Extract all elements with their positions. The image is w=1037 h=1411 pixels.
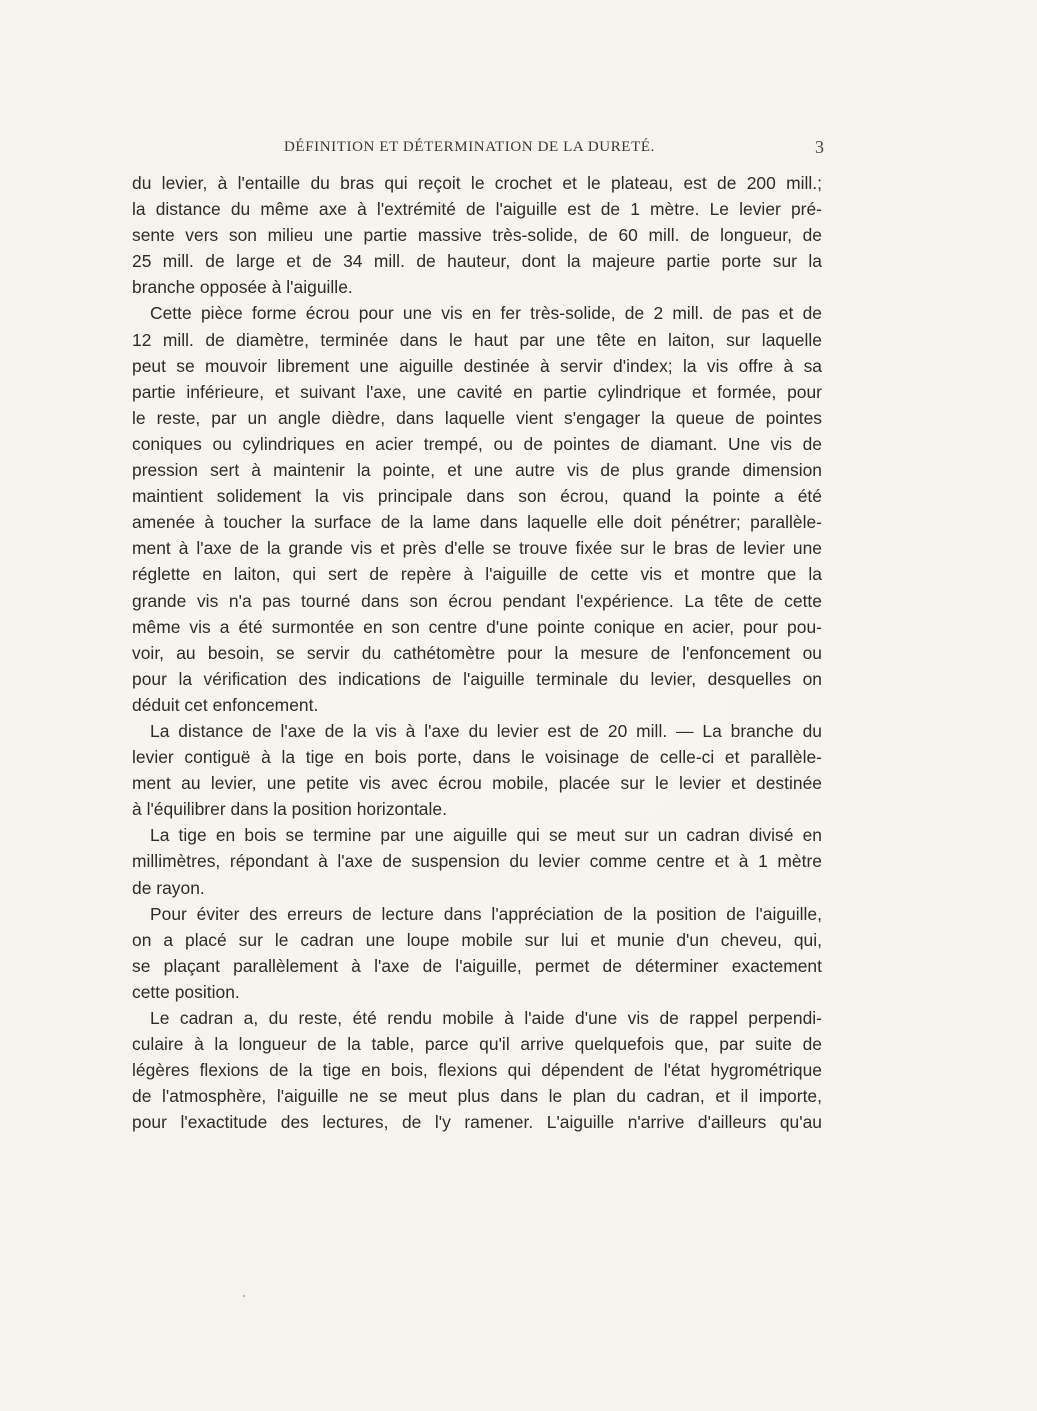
text-line: maintient solidement la vis principale dans son écrou, quand la pointe a été bbox=[132, 486, 822, 507]
text-line: cette position. bbox=[132, 981, 240, 1002]
text-line: légères flexions de la tige en bois, flexions qui dépendent de l'état hygrométrique bbox=[132, 1060, 822, 1081]
paragraph-4 bbox=[132, 822, 822, 900]
text-line: pression sert à maintenir la pointe, et une autre vis de plus grande dimension bbox=[132, 460, 822, 481]
paragraph-2 bbox=[132, 300, 822, 718]
text-line: millimètres, répondant à l'axe de suspension du levier comme centre et à 1 mètre bbox=[132, 851, 822, 872]
text-line: voir, au besoin, se servir du cathétomètre pour la mesure de l'enfoncement ou bbox=[132, 642, 822, 663]
body-text bbox=[132, 170, 822, 1135]
text-line: amenée à toucher la surface de la lame dans laquelle elle doit pénétrer; parallèle- bbox=[132, 512, 822, 533]
text-line: grande vis n'a pas tourné dans son écrou pendant l'expérience. La tête de cette bbox=[132, 590, 822, 611]
text-line: 12 mill. de diamètre, terminée dans le haut par une tête en laiton, sur laquelle bbox=[132, 329, 822, 350]
text-line: de rayon. bbox=[132, 877, 205, 898]
text-line: déduit cet enfoncement. bbox=[132, 694, 319, 715]
page-number: 3 bbox=[815, 137, 824, 157]
paragraph-5 bbox=[132, 901, 822, 1005]
paragraph-6 bbox=[132, 1005, 822, 1135]
running-header bbox=[284, 139, 824, 163]
text-line: Le cadran a, du reste, été rendu mobile à l'aide d'une vis de rappel perpendi- bbox=[150, 1008, 822, 1028]
text-line: de l'atmosphère, l'aiguille ne se meut plus dans le plan du cadran, et il importe, bbox=[132, 1086, 822, 1107]
text-line: partie inférieure, et suivant l'axe, une cavité en partie cylindrique et formée, pour bbox=[132, 381, 822, 402]
text-line: du levier, à l'entaille du bras qui reçoit le crochet et le plateau, est de 200 mill.; bbox=[132, 173, 822, 193]
text-line: Cette pièce forme écrou pour une vis en fer très-solide, de 2 mill. de pas et de bbox=[150, 303, 822, 324]
text-line: Pour éviter des erreurs de lecture dans l'appréciation de la position de l'aiguille, bbox=[150, 903, 822, 924]
text-line: pour l'exactitude des lectures, de l'y ramener. L'aiguille n'arrive d'ailleurs qu'au bbox=[132, 1112, 822, 1133]
paragraph-3 bbox=[132, 718, 822, 822]
text-line: sente vers son milieu une partie massive très-solide, de 60 mill. de longueur, de bbox=[132, 225, 822, 246]
text-line: réglette en laiton, qui sert de repère à l'aiguille de cette vis et montre que la bbox=[132, 564, 822, 585]
text-line: même vis a été surmontée en son centre d'une pointe conique en acier, pour pou- bbox=[132, 616, 822, 637]
text-line: culaire à la longueur de la table, parce qu'il arrive quelquefois que, par suite de bbox=[132, 1034, 822, 1055]
text-line: le reste, par un angle dièdre, dans laquelle vient s'engager la queue de pointes bbox=[132, 407, 822, 428]
running-title: DÉFINITION ET DÉTERMINATION DE LA DURETÉ. bbox=[284, 139, 655, 155]
text-line: à l'équilibrer dans la position horizontale. bbox=[132, 799, 447, 820]
text-line: on a placé sur le cadran une loupe mobile sur lui et munie d'un cheveu, qui, bbox=[132, 929, 822, 950]
text-line: coniques ou cylindriques en acier trempé, ou de pointes de diamant. Une vis de bbox=[132, 433, 822, 454]
paragraph-1 bbox=[132, 170, 822, 300]
paper-speck bbox=[243, 1295, 245, 1297]
text-line: ment à l'axe de la grande vis et près d'elle se trouve fixée sur le bras de levier une bbox=[132, 538, 822, 559]
text-line: pour la vérification des indications de l'aiguille terminale du levier, desquelles on bbox=[132, 668, 822, 689]
text-line: la distance du même axe à l'extrémité de l'aiguille est de 1 mètre. Le levier pré- bbox=[132, 199, 822, 220]
text-line: peut se mouvoir librement une aiguille destinée à servir d'index; la vis offre à sa bbox=[132, 355, 822, 376]
text-line: ment au levier, une petite vis avec écrou mobile, placée sur le levier et destinée bbox=[132, 773, 822, 794]
text-line: se plaçant parallèlement à l'axe de l'aiguille, permet de déterminer exactement bbox=[132, 955, 822, 976]
text-line: branche opposée à l'aiguille. bbox=[132, 277, 353, 298]
text-line: 25 mill. de large et de 34 mill. de hauteur, dont la majeure partie porte sur la bbox=[132, 251, 822, 272]
text-line: La distance de l'axe de la vis à l'axe du levier est de 20 mill. — La branche du bbox=[150, 720, 822, 741]
text-line: levier contiguë à la tige en bois porte, dans le voisinage de celle-ci et parallèle- bbox=[132, 747, 822, 768]
text-line: La tige en bois se termine par une aiguille qui se meut sur un cadran divisé en bbox=[150, 825, 822, 846]
